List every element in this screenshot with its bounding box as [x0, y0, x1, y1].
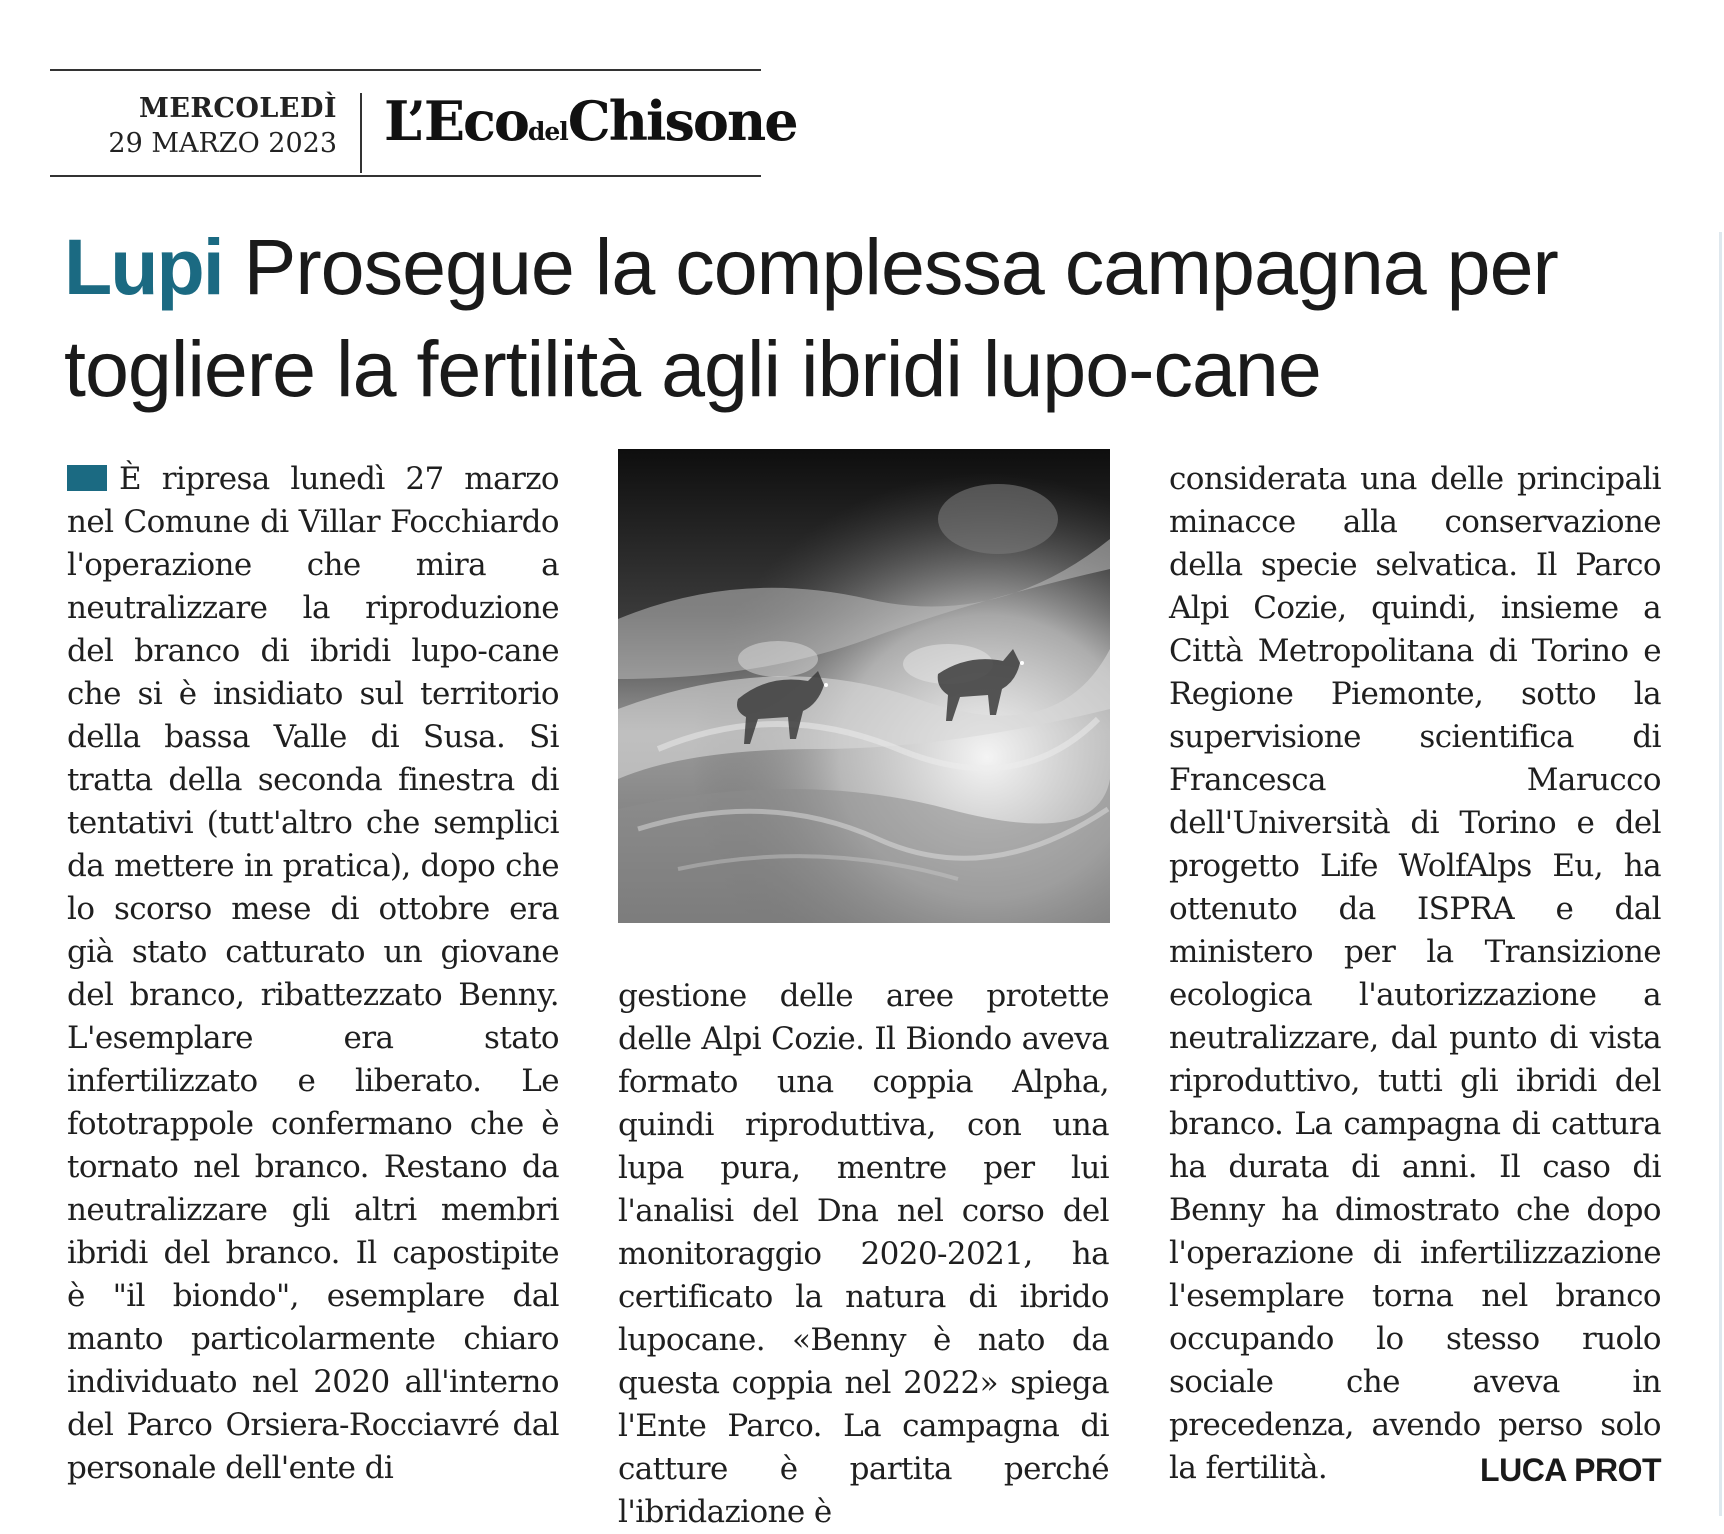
column-1-text: È ripresa lunedì 27 marzo nel Comune di Villar Focchiardo l'operazione che mira a neutralizzare la riproduzione del branco di ibridi lupo-cane che si è insidiato sul territorio della bassa Valle di Susa. Si tratta della seconda finestra di tentativi (tutt'altro che semplici da mettere in pratica), dopo che lo scorso mese di ottobre era già stato catturato un giovane del branco, ribattezzato Benny. L'esemplare era stato infertilizzato e liberato. Le fototrappole confermano che è tornato nel branco. Restano da neutralizzare gli altri membri ibridi del branco. Il capostipite è "il biondo", esemplare dal manto particolarmente chiaro individuato nel 2020 all'interno del Parco Orsiera-Rocciavré dal personale dell'ente di — [67, 461, 559, 1486]
author-byline: LUCA PROT — [1480, 1452, 1661, 1488]
masthead — [50, 69, 797, 177]
logo-part-del: del — [527, 117, 568, 146]
article-column-2: gestione delle aree protette delle Alpi Cozie. Il Biondo aveva formato una coppia Alpha, quindi riproduttiva, con una lupa pura, mentre per lui l'analisi del Dna nel corso del monitoraggio 2020-2021, ha certificato la natura di ibrido lupocane. «Benny è nato da questa coppia nel 2022» spiega l'Ente Parco. La campagna di catture è partita perché l'ibridazione è — [618, 978, 1109, 1530]
lead-square-icon — [67, 465, 107, 491]
article-column-3: considerata una delle principali minacce alla conservazione della specie selvatica. Il Parco Alpi Cozie, quindi, insieme a Città Metropolitana di Torino e Regione Piemonte, sotto la supervisione scientifica di Francesca Marucco dell'Università di Torino e del progetto Life WolfAlps Eu, ha ottenuto da ISPRA e dal ministero per la Transizione ecologica l'autorizzazione a neutralizzare, dal punto di vista riproduttivo, tutti gli ibridi del branco. La campagna di cattura ha durata di anni. Il caso di Benny ha dimostrato che dopo l'operazione di infertilizzazione l'esemplare torna nel branco occupando lo stesso ruolo sociale che aveva in precedenza, avendo perso solo la fertilità. — [1169, 461, 1661, 1486]
logo-part-eco: L’Eco — [384, 89, 528, 153]
issue-full-date: 29 MARZO 2023 — [108, 128, 337, 159]
masthead-divider — [360, 93, 362, 173]
newspaper-logo — [384, 89, 797, 153]
wolves-snow-night-photo-icon — [618, 449, 1110, 923]
issue-weekday: MERCOLEDÌ — [138, 93, 337, 124]
article-column-1 — [67, 458, 559, 1490]
headline-kicker: Lupi — [64, 222, 223, 311]
page-edge-line — [1719, 232, 1722, 1516]
headline-title: Prosegue la complessa campagna per togliere la fertilità agli ibridi lupo-cane — [64, 222, 1558, 413]
logo-part-chisone: Chisone — [567, 89, 797, 153]
article-photo — [618, 449, 1110, 923]
article-headline — [64, 216, 1704, 420]
issue-date — [50, 91, 337, 161]
